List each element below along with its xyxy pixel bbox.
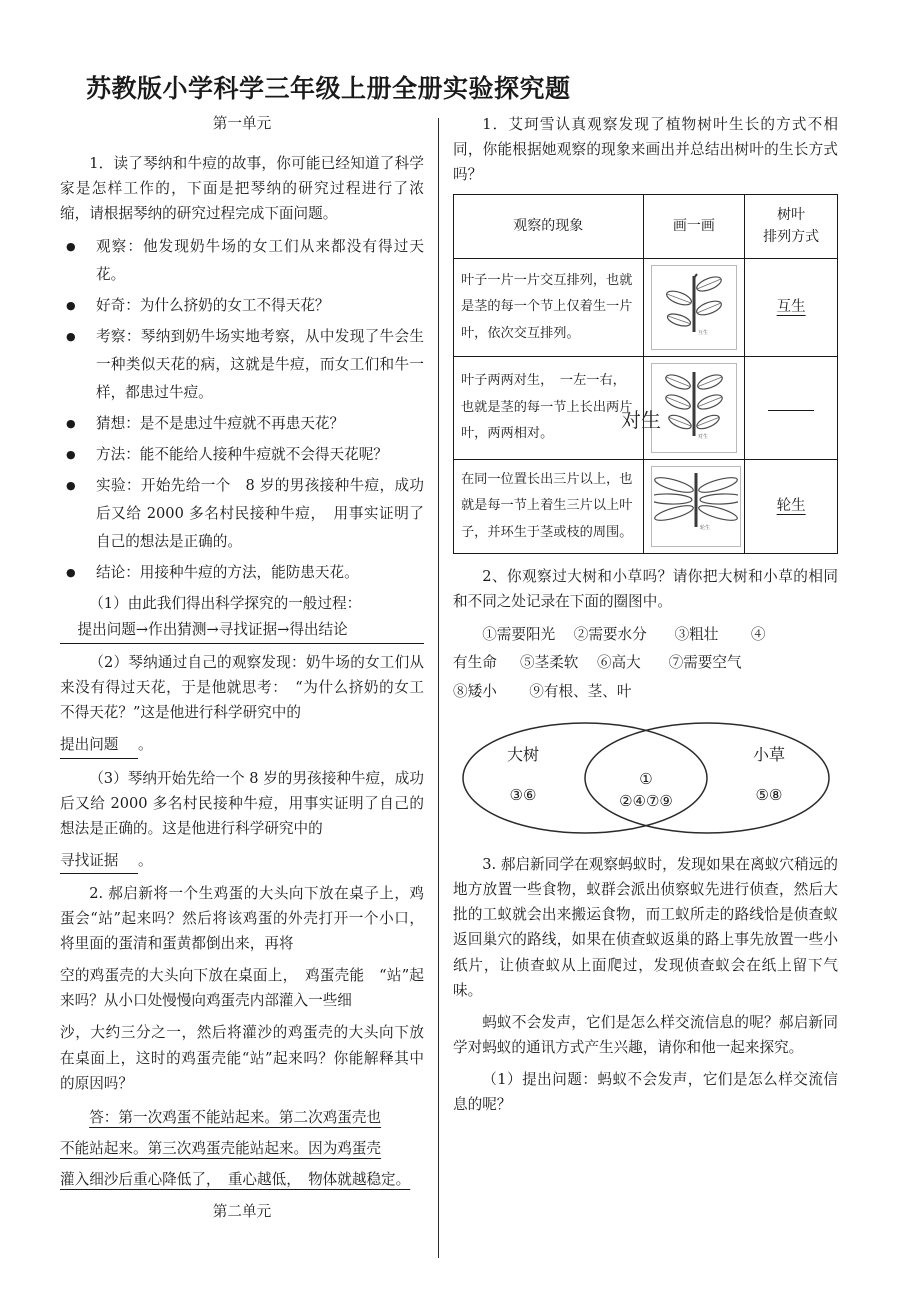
svg-text:互生: 互生	[697, 330, 708, 337]
list-item: ● 考察：琴纳到奶牛场实地考察，从中发现了牛会生一种类似天花的病，这就是牛痘，而女工们和牛一样，都患过牛痘。	[60, 323, 424, 407]
list-item: ● 结论：用接种牛痘的方法，能防患天花。	[60, 559, 424, 587]
sub-question-3-suffix: 。	[138, 851, 153, 869]
column-header-arrangement	[745, 195, 838, 259]
row-3-answer: 轮生	[776, 497, 806, 514]
option-4-marker: ④	[750, 625, 766, 643]
options-line-3	[453, 678, 838, 706]
research-steps-list	[60, 233, 424, 587]
sub-question-2-answer-wrap	[60, 732, 424, 758]
column-header-draw: 画一画	[643, 195, 745, 259]
question-2-text-part3: 沙，大约三分之一，然后将灌沙的鸡蛋壳的大头向下放在桌面上，这时的鸡蛋壳能“站”起来吗？你能解释其中的原因吗？	[60, 1024, 424, 1092]
table-header-row	[454, 195, 838, 259]
list-item: ● 好奇：为什么挤奶的女工不得天花？	[60, 292, 424, 320]
alternate-leaf-svg	[654, 268, 734, 336]
sub-question-2-text: （2）琴纳通过自己的观察发现：奶牛场的女工们从来没有得过天花，于是他就思考： “为什么挤奶的女工不得天花？”这是他进行科学研究中的	[60, 654, 424, 722]
two-column-layout	[60, 112, 860, 1258]
options-line-1	[453, 621, 838, 649]
venn-diagram	[453, 710, 838, 842]
left-column	[60, 112, 438, 1239]
row-2-answer-blank[interactable]	[768, 396, 814, 411]
list-item: ● 方法：能不能给人接种牛痘就不会得天花呢？	[60, 441, 424, 469]
comparison-options-list	[453, 621, 838, 706]
leaf-arrangement-table	[453, 194, 838, 554]
option-1: ①需要阳光	[482, 625, 556, 643]
venn-label-left: 大树	[506, 745, 539, 765]
list-item: ● 猜想：是不是患过牛痘就不再患天花？	[60, 410, 424, 438]
question-2-answer-block	[60, 1103, 424, 1195]
question-2-answer-line-3: 灌入细沙后重心降低了， 重心越低， 物体就越稳定。	[60, 1171, 411, 1189]
venn-diagram-svg	[457, 710, 835, 838]
column-header-phenomenon: 观察的现象	[454, 195, 644, 259]
leaf-table-wrapper	[453, 194, 838, 554]
question-2-answer-line-1: 答：第一次鸡蛋不能站起来。第二次鸡蛋壳也	[89, 1108, 382, 1126]
right-question-3-text: 3. 郝启新同学在观察蚂蚁时，发现如果在离蚁穴稍远的地方放置一些食物，蚁群会派出侦察蚁先进行侦查，然后大批的工蚁就会出来搬运食物，而工蚁所走的路线恰是侦查蚁返回巢穴的路线，如果在侦查蚁返巢的路上事先放置一些小纸片，让侦查蚁从上面爬过，发现侦查蚁会在纸上留下气味。	[453, 856, 838, 999]
opposite-leaf-icon	[651, 363, 737, 453]
venn-items-left: ③⑥	[509, 786, 536, 805]
row-2-description: 叶子两两对生， 一左一右，也就是茎的每一节上长出两片叶，两两相对。	[454, 356, 644, 459]
option-5: ⑤茎柔软	[520, 654, 579, 672]
sub-question-1-answer: 提出问题→作出猜测→寻找证据→得出结论	[60, 617, 424, 644]
venn-items-right: ⑤⑧	[755, 786, 782, 805]
question-2-text-part1: 2. 郝启新将一个生鸡蛋的大头向下放在桌子上，鸡蛋会“站”起来吗？然后将该鸡蛋的外壳打开一个小口，将里面的蛋清和蛋黄都倒出来，再将	[60, 884, 424, 953]
svg-text:轮生: 轮生	[699, 525, 710, 532]
column-header-arrangement-line2: 排列方式	[763, 228, 820, 245]
unit-heading-2: 第二单元	[212, 1203, 272, 1221]
table-row	[454, 259, 838, 356]
row-1-figure-cell	[643, 259, 745, 356]
row-2-answer-cell	[745, 356, 838, 459]
row-1-description: 叶子一片一片交互排列，也就是茎的每一个节上仅着生一片叶，依次交互排列。	[454, 259, 644, 356]
overlay-annotation-duisheng: 对生	[621, 408, 661, 433]
row-3-figure-cell	[643, 460, 745, 553]
sub-question-2-answer: 提出问题	[60, 732, 138, 758]
table-row	[454, 356, 838, 459]
venn-items-center-line2: ②④⑦⑨	[618, 792, 673, 811]
whorled-leaf-icon	[651, 466, 741, 546]
sub-question-3-answer-wrap	[60, 848, 424, 874]
right-question-3-sub-1: （1）提出问题：蚂蚁不会发声，它们是怎么样交流信息的呢？	[453, 1070, 838, 1114]
opposite-leaf-svg	[654, 366, 734, 440]
right-question-3-paragraph-2: 蚂蚁不会发声，它们是怎么样交流信息的呢？郝启新同学对蚂蚁的通讯方式产生兴趣，请你和他一起来探究。	[453, 1013, 838, 1056]
list-item: ● 实验：开始先给一个 8 岁的男孩接种牛痘，成功后又给 2000 多名村民接种牛痘， 用事实证明了自己的想法是正确的。	[60, 472, 424, 556]
sub-question-1-label: （1）由此我们得出科学探究的一般过程：	[89, 595, 362, 613]
option-2: ②需要水分	[573, 625, 647, 643]
right-column	[439, 112, 838, 1124]
row-1-answer-cell	[745, 259, 838, 356]
svg-text:对生: 对生	[697, 433, 708, 440]
venn-label-right: 小草	[752, 745, 785, 765]
option-9: ⑨有根、茎、叶	[529, 682, 632, 700]
list-item: ● 观察：他发现奶牛场的女工们从来都没有得过天花。	[60, 233, 424, 289]
sub-question-2-suffix: 。	[138, 736, 153, 754]
sub-question-3-answer: 寻找证据	[60, 848, 138, 874]
column-header-arrangement-line1: 树叶	[777, 207, 806, 224]
row-3-description: 在同一位置长出三片以上，也就是每一节上着生三片以上叶子，并环生于茎或枝的周围。	[454, 460, 644, 553]
unit-heading-1: 第一单元	[212, 114, 272, 132]
right-question-1-text: 1．艾珂雪认真观察发现了植物树叶生长的方式不相同，你能根据她观察的现象来画出并总结出树叶的生长方式吗？	[453, 115, 838, 183]
option-3: ③粗壮	[674, 625, 719, 643]
sub-question-3-text: （3）琴纳开始先给一个 8 岁的男孩接种牛痘，成功后又给 2000 多名村民接种牛痘，用事实证明了自己的想法是正确的。这是他进行科学研究中的	[60, 769, 424, 837]
right-question-2-text: 2、你观察过大树和小草吗？请你把大树和小草的相同和不同之处记录在下面的圈图中。	[453, 567, 838, 610]
table-row	[454, 460, 838, 553]
sub-question-1-answer-wrap	[60, 617, 424, 644]
option-4-label: 有生命	[453, 654, 497, 672]
venn-items-center-line1: ①	[638, 770, 653, 789]
question-2-answer-line-2: 不能站起来。第三次鸡蛋壳能站起来。因为鸡蛋壳	[60, 1139, 382, 1157]
row-2-figure-cell	[643, 356, 745, 459]
option-8: ⑧矮小	[453, 682, 497, 700]
page-title: 苏教版小学科学三年级上册全册实验探究题	[86, 74, 571, 103]
row-3-answer-cell	[745, 460, 838, 553]
question-2-text-part2: 空的鸡蛋壳的大头向下放在桌面上， 鸡蛋壳能 “站”起来吗？从小口处慢慢向鸡蛋壳内部灌入一些细	[60, 967, 424, 1010]
question-1-intro: 1．读了琴纳和牛痘的故事，你可能已经知道了科学家是怎样工作的，下面是把琴纳的研究过程进行了浓缩，请根据琴纳的研究过程完成下面问题。	[60, 154, 424, 222]
row-1-answer: 互生	[776, 299, 806, 316]
alternate-leaf-icon	[651, 265, 737, 349]
option-7: ⑦需要空气	[668, 654, 742, 672]
option-6: ⑥高大	[596, 654, 641, 672]
whorled-leaf-svg	[654, 469, 738, 533]
options-line-2	[453, 649, 838, 677]
